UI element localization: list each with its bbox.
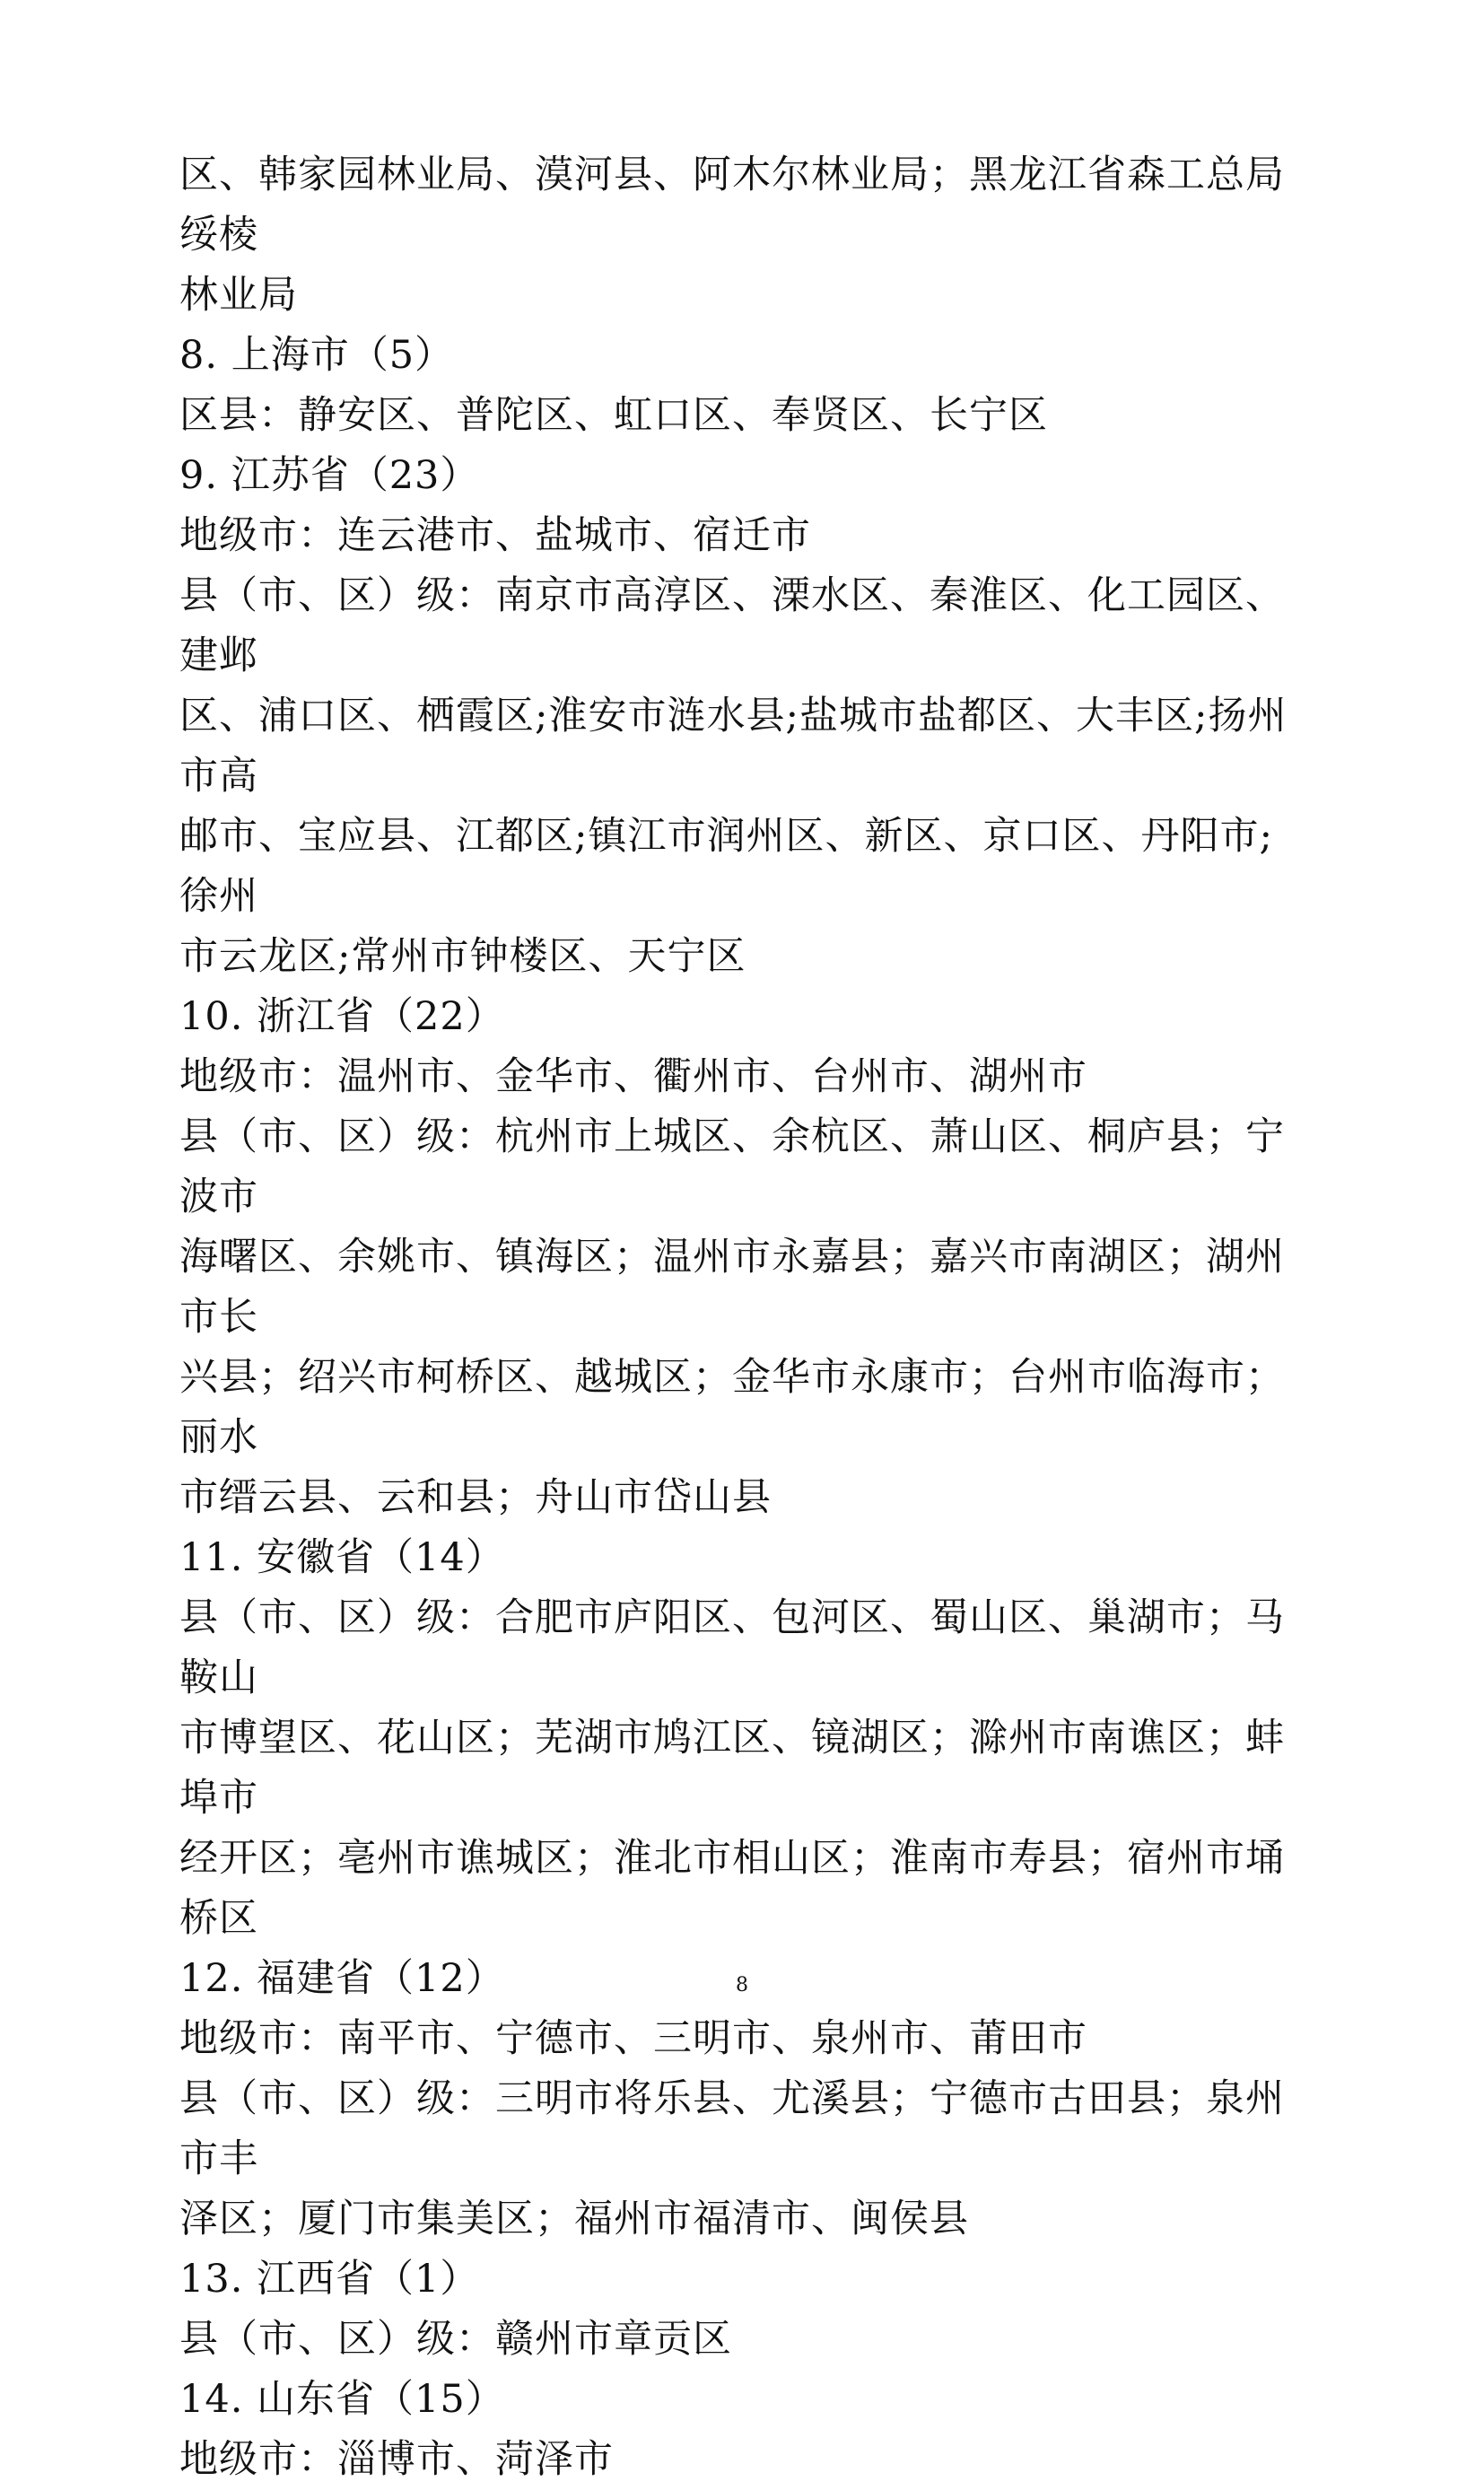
text-line: 地级市：南平市、宁德市、三明市、泉州市、莆田市 — [179, 2016, 1087, 2061]
text-line: 海曙区、余姚市、镇海区；温州市永嘉县；嘉兴市南湖区；湖州市长 — [179, 1235, 1285, 1340]
text-line: 县（市、区）级：杭州市上城区、余杭区、萧山区、桐庐县；宁波市 — [179, 1114, 1285, 1219]
section-heading-shanghai: 8. 上海市（5） — [179, 333, 455, 378]
text-line: 地级市：温州市、金华市、衢州市、台州市、湖州市 — [179, 1054, 1087, 1099]
text-line: 地级市：连云港市、盐城市、宿迁市 — [179, 513, 811, 558]
section-heading-shandong: 14. 山东省（15） — [179, 2377, 505, 2422]
text-line: 兴县；绍兴市柯桥区、越城区；金华市永康市；台州市临海市；丽水 — [179, 1355, 1285, 1460]
text-line: 县（市、区）级：赣州市章贡区 — [179, 2317, 732, 2362]
text-line: 区、浦口区、栖霞区;淮安市涟水县;盐城市盐都区、大丰区;扬州市高 — [179, 694, 1288, 799]
page-number: 8 — [736, 1974, 748, 1996]
section-heading-zhejiang: 10. 浙江省（22） — [179, 994, 505, 1039]
text-line: 区、韩家园林业局、漠河县、阿木尔林业局；黑龙江省森工总局绥棱 — [179, 153, 1285, 258]
text-line: 邮市、宝应县、江都区;镇江市润州区、新区、京口区、丹阳市;徐州 — [179, 814, 1273, 919]
text-line: 县（市、区）级：合肥市庐阳区、包河区、蜀山区、巢湖市；马鞍山 — [179, 1595, 1285, 1700]
section-heading-fujian: 12. 福建省（12） — [179, 1956, 505, 2001]
text-line: 市缙云县、云和县；舟山市岱山县 — [179, 1475, 772, 1520]
text-line: 县（市、区）级：三明市将乐县、尤溪县；宁德市古田县；泉州市丰 — [179, 2076, 1285, 2181]
text-line: 县（市、区）级：南京市高淳区、溧水区、秦淮区、化工园区、建邺 — [179, 573, 1285, 678]
section-heading-jiangxi: 13. 江西省（1） — [179, 2257, 480, 2302]
text-line: 市云龙区;常州市钟楼区、天宁区 — [179, 934, 746, 979]
text-line: 林业局 — [179, 273, 298, 318]
text-line: 地级市：淄博市、菏泽市 — [179, 2437, 614, 2482]
text-line: 区县：静安区、普陀区、虹口区、奉贤区、长宁区 — [179, 393, 1048, 438]
section-heading-anhui: 11. 安徽省（14） — [179, 1535, 505, 1580]
document-body — [179, 145, 1312, 2490]
text-line: 泽区；厦门市集美区；福州市福清市、闽侯县 — [179, 2197, 969, 2241]
text-line: 市博望区、花山区；芜湖市鸠江区、镜湖区；滁州市南谯区；蚌埠市 — [179, 1716, 1285, 1821]
text-line: 经开区；亳州市谯城区；淮北市相山区；淮南市寿县；宿州市埇桥区 — [179, 1836, 1285, 1941]
section-heading-jiangsu: 9. 江苏省（23） — [179, 453, 480, 498]
